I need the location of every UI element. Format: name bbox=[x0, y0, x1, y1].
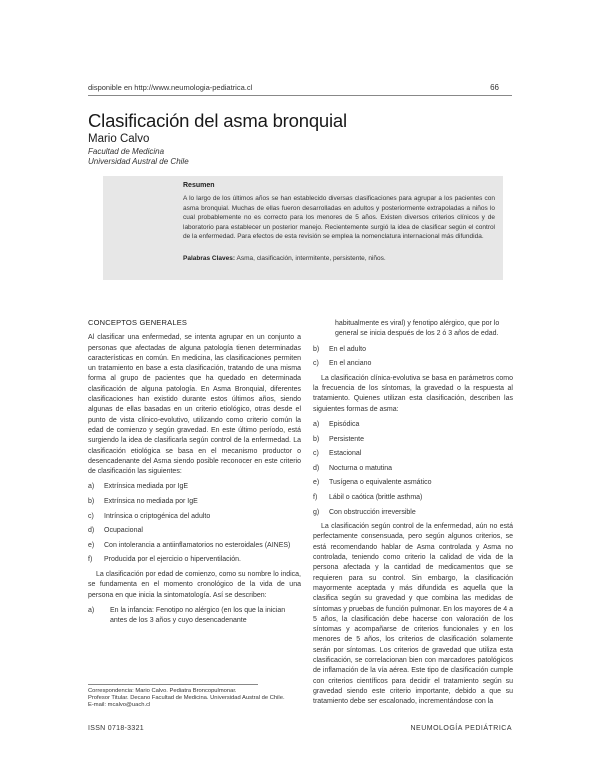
abstract-text: A lo largo de los últimos años se han establecido diversas clasificaciones para agrupar a los pacientes con asma bronquial. Muchas de ellas fueron desarrolladas en adultos y posteriormente extrapoladas a niños lo cual probablemente no es correcto para los menores de 5 años. Existen diversos criterios clínicos y de laboratorio para establecer un posterior manejo. Recientemente surgió la idea de clasificar según el control de la enfermedad. Para efectos de esta revisión se emplea la nomenclatura internacional más difundida. bbox=[183, 195, 495, 241]
list-item: c) En el anciano bbox=[313, 360, 372, 368]
page-number: 66 bbox=[490, 83, 499, 92]
list-item: b) Extrínsica no mediada por IgE bbox=[88, 498, 198, 506]
list-item: a) En la infancia: Fenotipo no alérgico (en los que la inician antes de los 3 años y cuyo desencadenante bbox=[88, 606, 286, 625]
affiliation-faculty: Facultad de Medicina bbox=[88, 147, 165, 156]
abstract-heading: Resumen bbox=[183, 182, 215, 189]
onset-list-cont bbox=[313, 345, 513, 370]
header-url: disponible en http://www.neumologia-pediatrica.cl bbox=[88, 83, 253, 92]
abstract-box bbox=[103, 176, 503, 280]
list-item: a) Episódica bbox=[313, 420, 360, 428]
list-item: c) Intrínsica o criptogénica del adulto bbox=[88, 512, 211, 520]
abstract-keywords bbox=[183, 254, 495, 264]
article-title: Clasificación del asma bronquial bbox=[88, 110, 347, 131]
keywords-list: Asma, clasificación, intermitente, persistente, niños. bbox=[235, 254, 386, 262]
right-paragraph-2: La clasificación según control de la enfermedad, aún no está perfectamente consensuada, pero según algunos criterios, se está recomendando hablar de Asma controlada y Asma no controlada, teniendo como criterio la calidad de vida de la persona afectada y la cantidad de medicamentos que se requieren para su control. Sin embargo, la clasificación mayormente aceptada y más difundida es aquella que la clasifica según su gravedad y que combina las medidas de síntomas y pruebas de función pulmonar. En los mayores de 4 a 5 años, la clasificación debe hacerse con valoración de los síntomas y acompañarse de criterios funcionales y en los menores de 5 años, los criterios de clasificación solamente serán por síntomas. Los criterios de gravedad que utiliza esta clasificación, se correlacionan bien con marcadores patológicos de inflamación de la vía aérea. Este tipo de clasificación cumple con criterios científicos para decidir el tratamiento según su gravedad siendo este criterio importante, debido a que su tratamiento debe ser escalonado, incrementándose con la bbox=[313, 523, 513, 706]
list-item: f) Producida por el ejercicio o hiperventilación. bbox=[88, 556, 241, 564]
right-continuation: habitualmente es viral) y fenotipo alérgico, que por lo general se inicia después de los 2 ó 3 años de edad. bbox=[335, 320, 500, 338]
list-item: f) Lábil o caótica (brittle asthma) bbox=[313, 493, 423, 501]
list-item: e) Con intolerancia a antiinflamatorios no esteroidales (AINES) bbox=[88, 541, 291, 549]
etiologic-list bbox=[88, 482, 301, 565]
author-name: Mario Calvo bbox=[88, 133, 150, 145]
footer-issn: ISSN 0718-3321 bbox=[88, 725, 144, 732]
footnote-email: E-mail: mcalvo@uach.cl bbox=[88, 702, 151, 709]
onset-list bbox=[88, 606, 301, 627]
footer-journal: NEUMOLOGÍA PEDIÁTRICA bbox=[410, 725, 512, 732]
header-rule bbox=[88, 95, 512, 96]
list-item: b) En el adulto bbox=[313, 345, 366, 353]
left-column bbox=[88, 318, 301, 631]
left-paragraph-1: Al clasificar una enfermedad, se intenta agrupar en un conjunto a personas que afectadas de alguna patología tienen determinadas características en común. En medicina, las clasificaciones permiten un tratamiento en base a esta clasificación, tratando de una misma forma al grupo de pacientes que ha quedado en determinada clasificación de alguna patología. En Asma Bronquial, diferentes clasificaciones han existido durante estos últimos años, siendo algunas de ellas basadas en un criterio etiológico, otras desde el punto de vista clínico-evolutivo, utilizando como criterio común la edad de comienzo y según gravedad. En este último período, está surgiendo la idea de clasificarla según control de la enfermedad. La clasificación etiológica se basa en el mecanismo productor o desencadenante del Asma siendo posible reconocer en este criterio de clasificación las siguientes: bbox=[88, 334, 301, 476]
left-paragraph-2: La clasificación por edad de comienzo, como su nombre lo indica, se fundamenta en el momento cronológico de la vida de una persona en que inicia la sintomatología. Así se describen: bbox=[88, 571, 301, 599]
list-item: a) Extrínsica mediada por IgE bbox=[88, 483, 189, 491]
section-heading: CONCEPTOS GENERALES bbox=[88, 318, 188, 327]
right-column bbox=[313, 319, 513, 712]
list-item: c) Estacional bbox=[313, 450, 362, 458]
footnote-line-1: Correspondencia: Mario Calvo. Pediatra Broncopulmonar. bbox=[88, 688, 237, 694]
list-item: d) Ocupacional bbox=[88, 527, 143, 535]
footnote-line-2: Profesor Titular. Decano Facultad de Medicina. Universidad Austral de Chile. bbox=[88, 695, 285, 702]
list-item: b) Persistente bbox=[313, 435, 365, 443]
list-item: d) Nocturna o matutina bbox=[313, 464, 393, 472]
footnote bbox=[88, 688, 328, 710]
affiliation-university: Universidad Austral de Chile bbox=[88, 157, 189, 166]
footnote-rule bbox=[88, 684, 258, 685]
clinical-forms-list bbox=[313, 420, 513, 518]
list-item: e) Tusígena o equivalente asmático bbox=[313, 479, 432, 487]
right-paragraph-1: La clasificación clínica-evolutiva se basa en parámetros como la frecuencia de los síntomas, la gravedad o la respuesta al tratamiento. Quienes utilizan esta clasificación, describen las siguientes formas de asma: bbox=[313, 374, 513, 413]
list-item: g) Con obstrucción irreversible bbox=[313, 508, 416, 516]
keywords-label: Palabras Claves: bbox=[183, 254, 236, 262]
